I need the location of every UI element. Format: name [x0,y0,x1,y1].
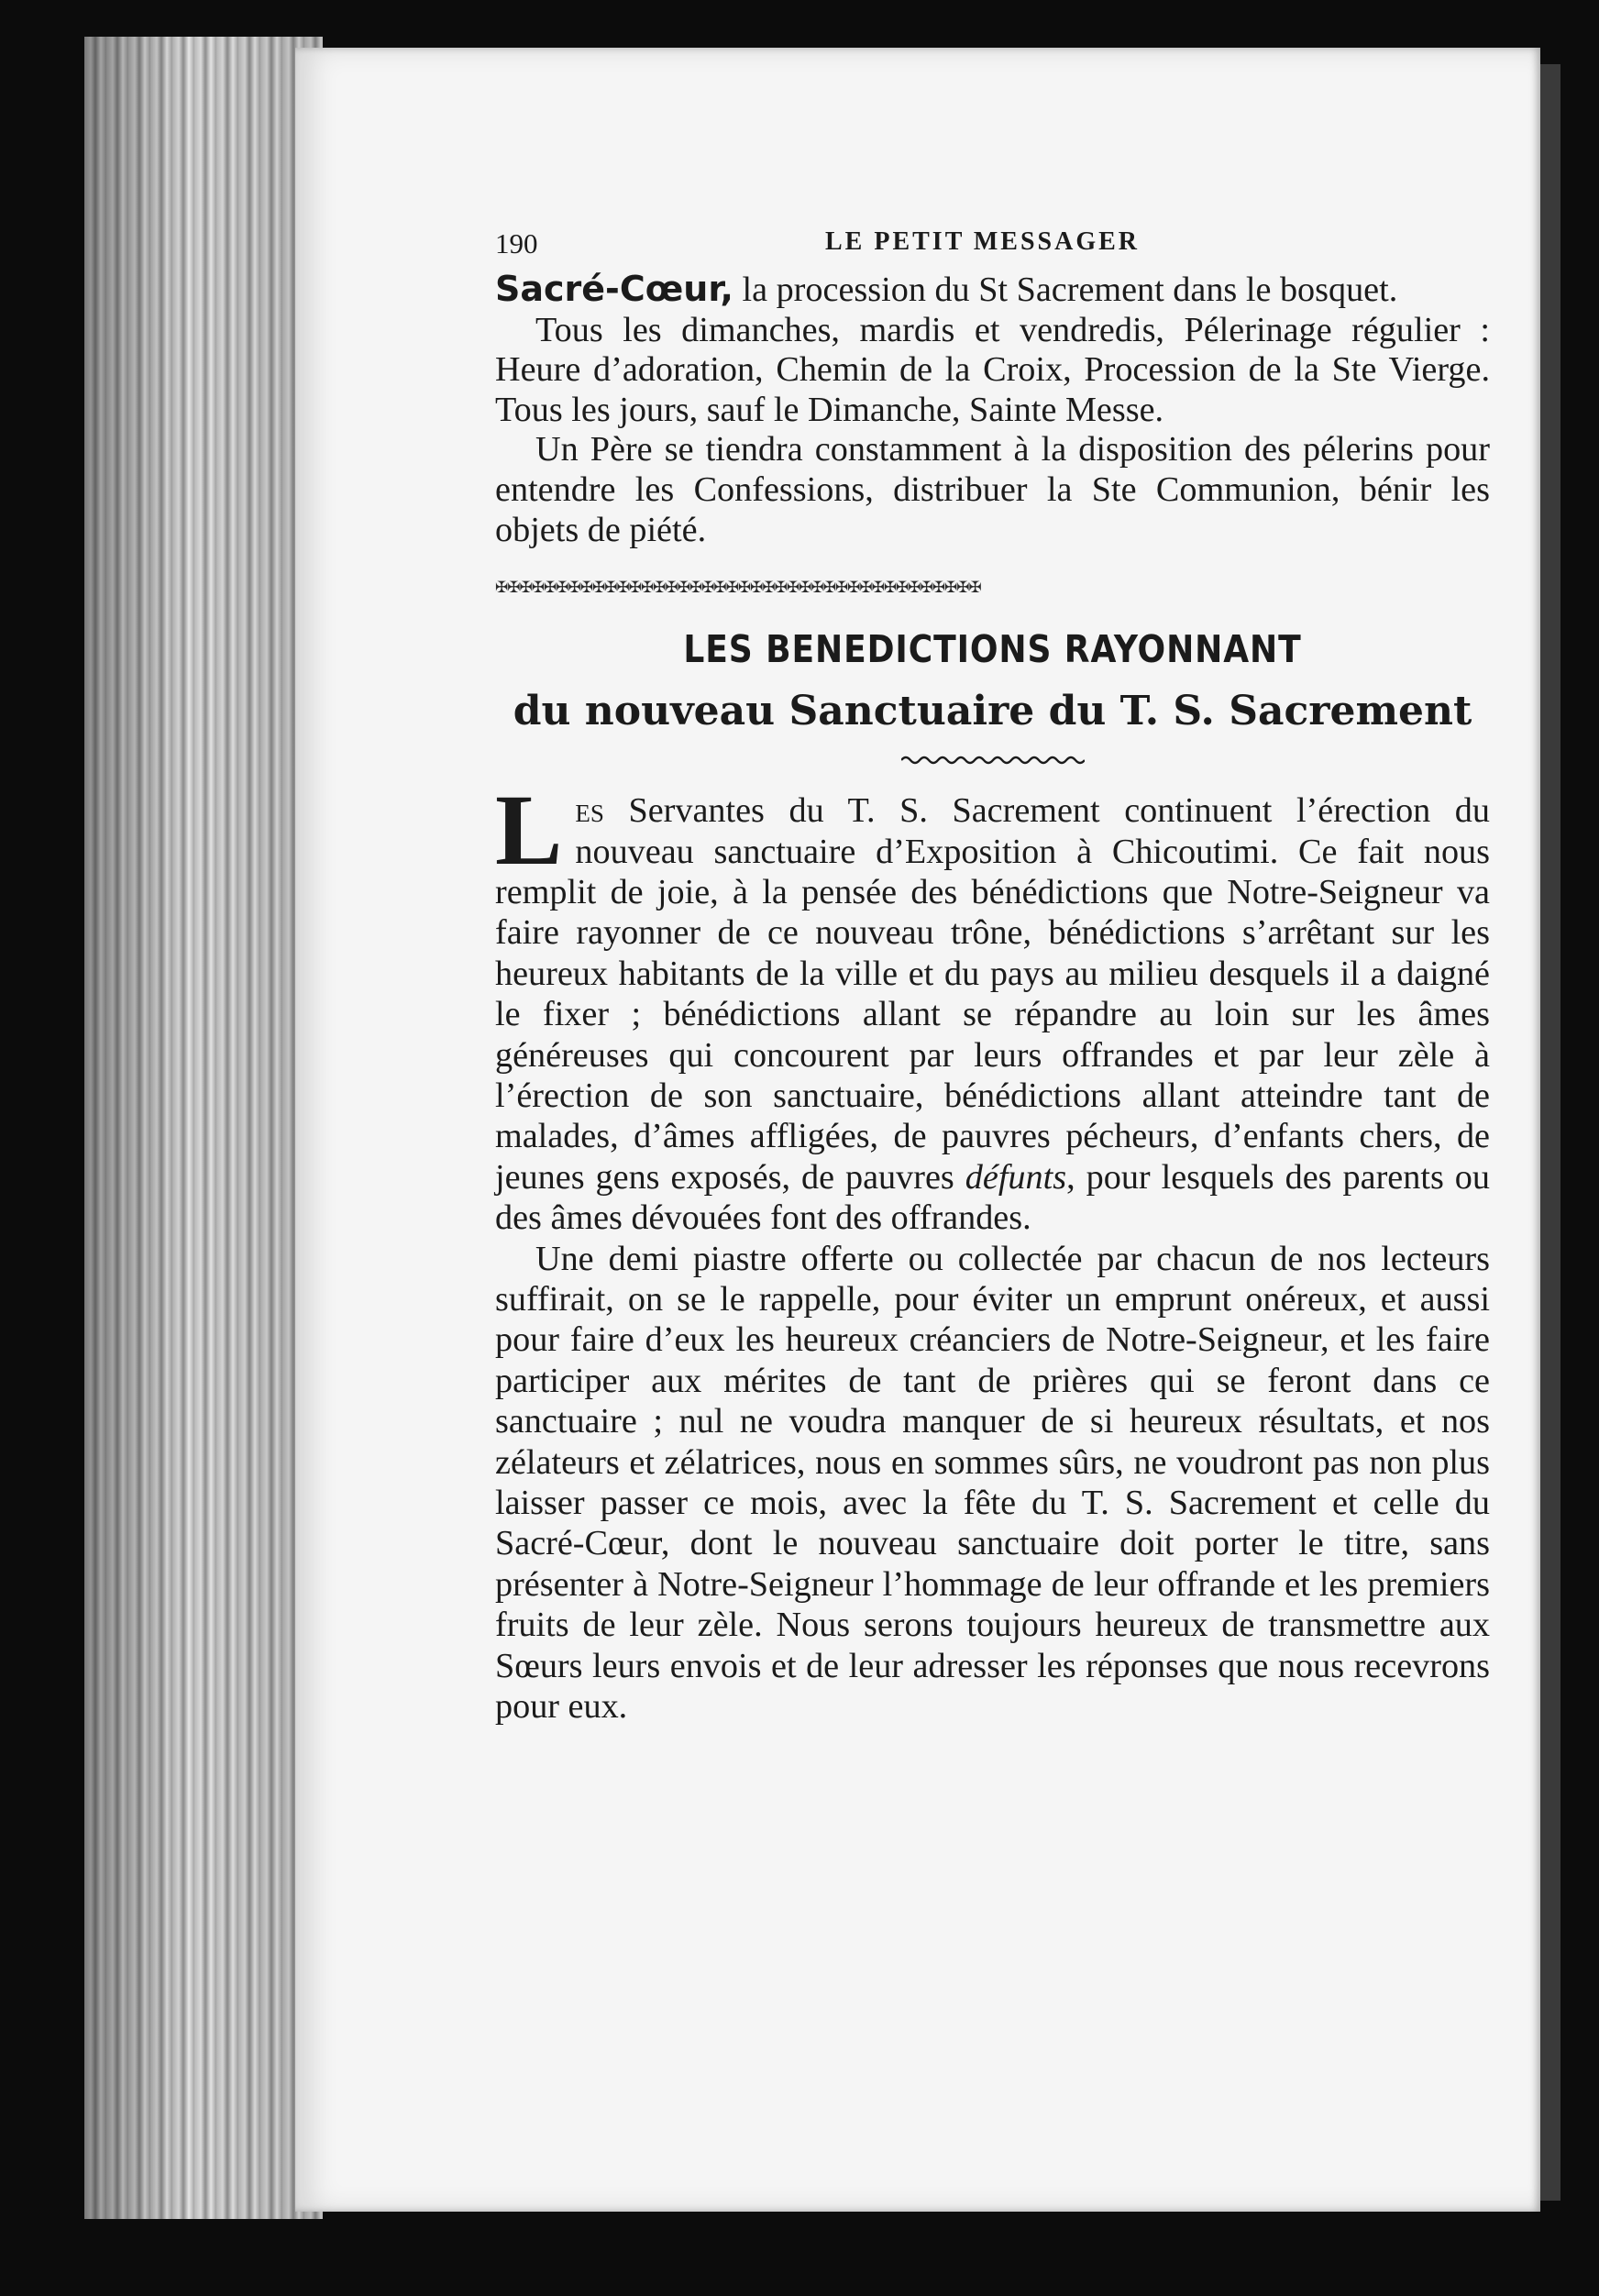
article-paragraph-1-end: , pour lesquels des parents ou des âmes dévouées font des offrandes. [495,1157,1490,1238]
book-right-edge [1540,64,1560,2201]
article-paragraph-2: Une demi piastre offerte ou collectée par chacun de nos lecteurs suffirait, on se le rappelle, pour éviter un emprunt onéreux, et aussi pour faire d’eux les heureux créanciers de Notre-Seigneur, et les faire participer aux mérites de tant de prières qui se feront dans ce sanctuaire ; nul ne voudra manquer de si heureux résultats, et nos zélateurs et zélatrices, nous en sommes sûrs, ne voudront pas non plus laisser passer ce mois, avec la fête du T. S. Sacrement et celle du Sacré-Cœur, dont le nouveau sanctuaire doit porter le titre, sans présenter à Notre-Seigneur l’hommage de leur offrande et les premiers fruits de leur zèle. Nous serons toujours heureux de transmettre aux Sœurs leurs envois et de leur adresser les réponses que nous recevrons pour eux. [495,1239,1490,1727]
intro-paragraph-3: Un Père se tiendra constamment à la disposition des pélerins pour entendre les Confessions, distribuer la Ste Communion, bénir les objets de piété. [495,430,1490,549]
intro-lead-word: Sacré-Cœur, [495,269,733,309]
article-paragraph-1-text: Servantes du T. S. Sacrement continuent l’érection du nouveau sanctuaire d’Exposition à Chicoutimi. Ce fait nous remplit de joie, à la pensée des bénédictions que Notre-Seigneur va faire rayonner de ce nouveau trône, bénédictions s’arrêtant sur les heureux habitants de la ville et du pays au milieu desquels il a daigné le fixer ; bénédictions allant se répandre au loin sur les âmes généreuses qui concourent par leurs offrandes et par leur zèle à l’érection de son sanctuaire, bénédictions allant atteindre tant de malades, d’âmes affligées, de pauvres pécheurs, d’enfants chers, de jeunes gens exposés, de pauvres [495,791,1490,1197]
page-text-block [495,227,1490,1728]
intro-paragraph-1-text: la procession du St Sacrement dans le bosquet. [733,270,1398,309]
article-paragraph-1 [495,774,1490,1238]
intro-paragraph-1 [495,270,1490,311]
page-number: 190 [495,227,538,259]
article-subtitle: du nouveau Sanctuaire du T. S. Sacrement [513,688,1472,735]
book-page-edges [84,37,323,2219]
intro-paragraph-2: Tous les dimanches, mardis et vendredis, Pélerinage régulier : Heure d’adoration, Chemin de la Croix, Procession de la Ste Vierge. Tous les jours, sauf le Dimanche, Sainte Messe. [495,310,1490,429]
article-body [495,774,1490,1727]
drop-cap: L [495,774,563,887]
article-title: LES BENEDICTIONS RAYONNANT [683,627,1302,672]
drop-cap-continuation: es [575,791,604,831]
edge-shadow [84,37,323,2219]
wavy-rule-ornament [901,754,1085,767]
running-head [495,227,1490,270]
italic-word: défunts [965,1157,1067,1197]
running-head-title: LE PETIT MESSAGER [825,227,1141,256]
ornamental-divider: ✠✠✠✠✠✠✠✠✠✠✠✠✠✠✠✠✠✠✠✠✠✠✠✠✠✠✠✠✠✠✠✠✠✠✠✠✠✠✠✠ [495,579,981,597]
